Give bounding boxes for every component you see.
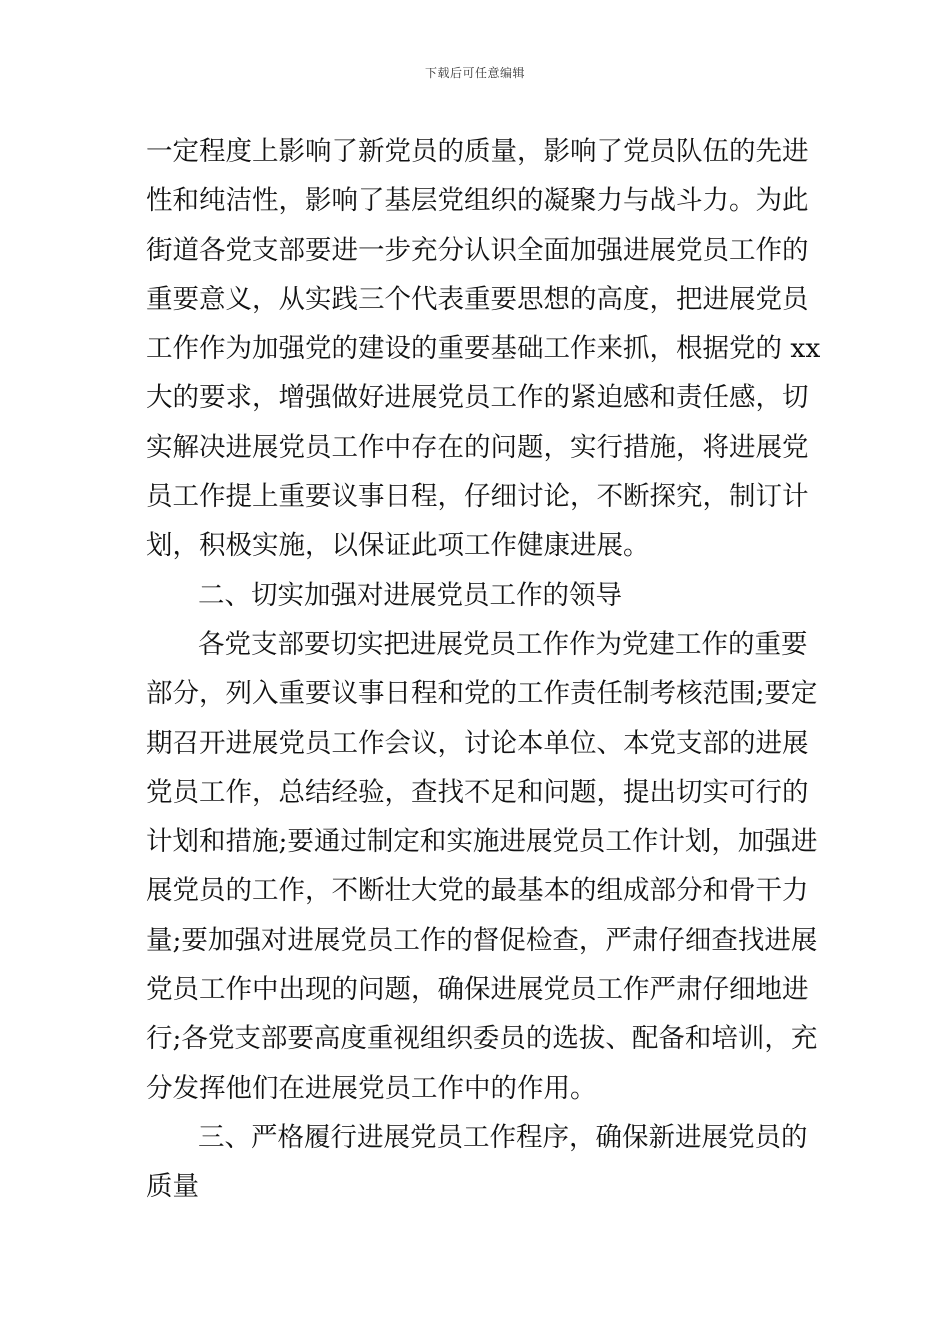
section-heading: 三、严格履行进展党员工作程序，确保新进展党员的 bbox=[198, 1121, 808, 1153]
text-line: 计划和措施;要通过制定和实施进展党员工作计划，加强进 bbox=[146, 826, 818, 858]
text-line: 实解决进展党员工作中存在的问题，实行措施，将进展党 bbox=[146, 431, 809, 463]
text-line: 量;要加强对进展党员工作的督促检查，严肃仔细查找进展 bbox=[146, 924, 818, 956]
text-line: 员工作提上重要议事日程，仔细讨论，不断探究，制订计 bbox=[146, 481, 809, 513]
text-line: 性和纯洁性，影响了基层党组织的凝聚力与战斗力。为此 bbox=[146, 185, 809, 217]
text-line: 一定程度上影响了新党员的质量，影响了党员队伍的先进 bbox=[146, 136, 809, 167]
text-line: 街道各党支部要进一步充分认识全面加强进展党员工作的 bbox=[146, 234, 809, 266]
text-line: 工作作为加强党的建设的重要基础工作来抓，根据党的 xx bbox=[146, 333, 821, 365]
header-note: 下载后可任意编辑 bbox=[424, 66, 525, 80]
text-line: 分发挥他们在进展党员工作中的作用。 bbox=[146, 1072, 597, 1104]
section-heading-continuation: 质量 bbox=[146, 1171, 199, 1203]
paragraph-first-line: 各党支部要切实把进展党员工作作为党建工作的重要 bbox=[198, 628, 808, 660]
text-line: 行;各党支部要高度重视组织委员的选拔、配备和培训，充 bbox=[146, 1023, 818, 1055]
text-line: 党员工作中出现的问题，确保进展党员工作严肃仔细地进 bbox=[146, 974, 809, 1006]
text-line: 部分，列入重要议事日程和党的工作责任制考核范围;要定 bbox=[146, 678, 818, 710]
text-line: 期召开进展党员工作会议，讨论本单位、本党支部的进展 bbox=[146, 727, 809, 759]
text-line: 党员工作，总结经验，查找不足和问题，提出切实可行的 bbox=[146, 776, 809, 808]
text-line: 重要意义，从实践三个代表重要思想的高度，把进展党员 bbox=[146, 283, 809, 315]
document-body bbox=[146, 127, 821, 1212]
text-line: 展党员的工作，不断壮大党的最基本的组成部分和骨干力 bbox=[146, 875, 809, 907]
text-line: 划，积极实施，以保证此项工作健康进展。 bbox=[146, 530, 650, 562]
section-heading: 二、切实加强对进展党员工作的领导 bbox=[198, 579, 622, 611]
text-line: 大的要求，增强做好进展党员工作的紧迫感和责任感，切 bbox=[146, 382, 809, 414]
